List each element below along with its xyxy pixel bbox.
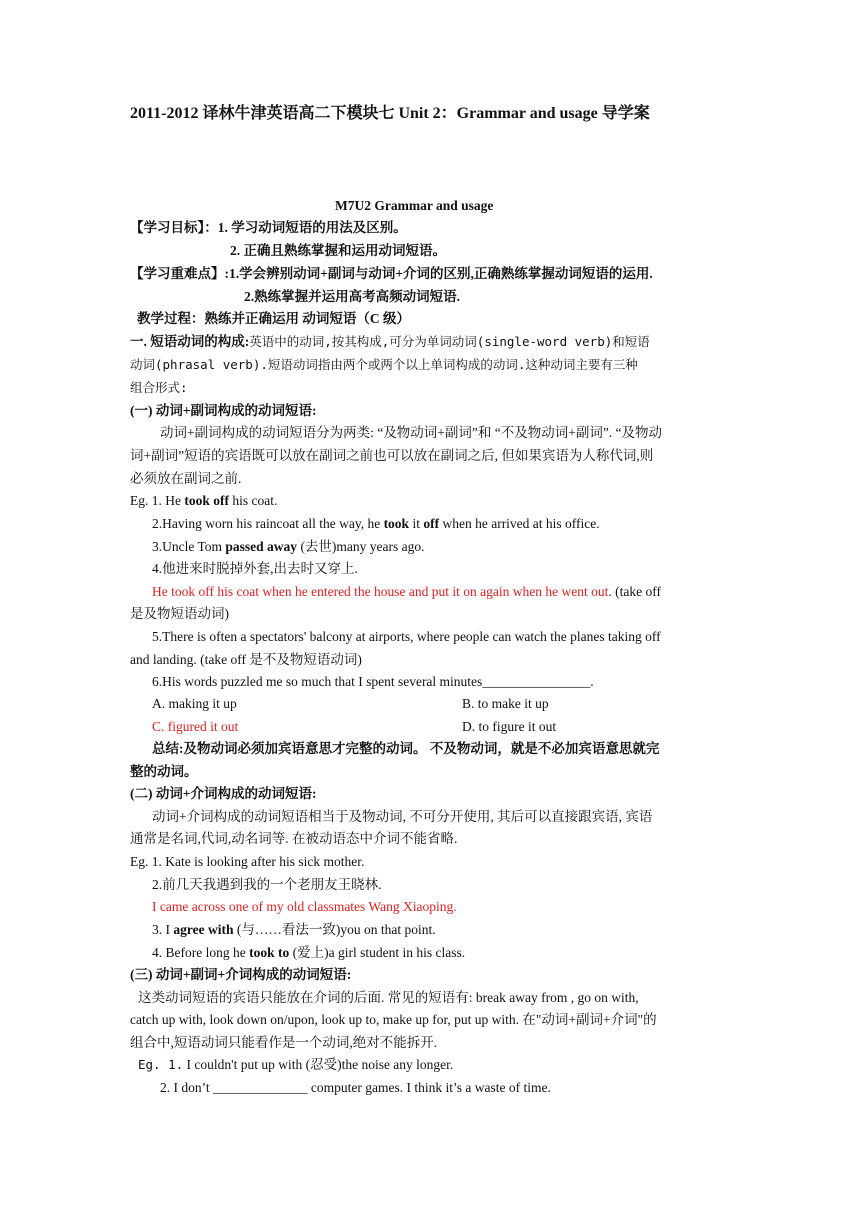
part2-example-4 xyxy=(152,943,465,963)
focus-item-2: 2.熟练掌握并运用高考高频动词短语. xyxy=(244,289,460,304)
part1-example-6: 6.His words puzzled me so much that I spent several minutes________________. xyxy=(152,674,594,689)
part1-example-5-line-2: and landing. (take off 是不及物短语动词) xyxy=(130,652,362,667)
option-a: A. making it up xyxy=(152,696,237,711)
part2-example-2-answer: I came across one of my old classmates Wang Xiaoping. xyxy=(152,899,457,914)
phrase-highlight: took to xyxy=(249,945,290,960)
section1-heading: 一. 短语动词的构成: xyxy=(130,334,250,349)
example-text: when he arrived at his office. xyxy=(439,516,600,531)
part1-example-2 xyxy=(152,514,600,534)
example-text: I couldn't put up with (忍受)the noise any longer. xyxy=(186,1057,454,1072)
option-b: B. to make it up xyxy=(462,696,549,711)
phrase-highlight: agree with xyxy=(173,922,234,937)
goals-line-1 xyxy=(130,218,407,238)
focus-label: 【学习重难点】: xyxy=(130,266,229,281)
part1-example-1 xyxy=(130,491,277,511)
example-text: 4. Before long he xyxy=(152,945,250,960)
phrase-highlight: off xyxy=(423,516,440,531)
example-text: (与……看法一致)you on that point. xyxy=(233,922,436,937)
phrase-highlight: passed away xyxy=(225,539,298,554)
part1-heading: (一) 动词+副词构成的动词短语: xyxy=(130,403,317,418)
example-text: Eg. 1. He xyxy=(130,493,185,508)
goals-item-1: 1. 学习动词短语的用法及区别。 xyxy=(217,220,407,235)
part1-example-5-line-1: 5.There is often a spectators' balcony at airports, where people can watch the planes taking off xyxy=(152,629,661,644)
example-text: 3.Uncle Tom xyxy=(152,539,226,554)
summary-line-2: 整的动词。 xyxy=(130,764,198,779)
part3-example-1 xyxy=(138,1055,453,1075)
part2-example-2: 2.前几天我遇到我的一个老朋友王晓林. xyxy=(152,877,382,892)
document-title: 2011-2012 译林牛津英语高二下模块七 Unit 2：Grammar and usage 导学案 xyxy=(130,105,650,122)
example-text: (去世)many years ago. xyxy=(297,539,425,554)
focus-line-1 xyxy=(130,264,653,284)
part3-example-2: 2. I don’t ______________ computer games. I think it’s a waste of time. xyxy=(160,1080,551,1095)
part3-heading: (三) 动词+副词+介词构成的动词短语: xyxy=(130,967,352,982)
part2-example-1: Eg. 1. Kate is looking after his sick mother. xyxy=(130,854,365,869)
part3-para-1: 这类动词短语的宾语只能放在介词的后面. 常见的短语有: break away from , go on with, xyxy=(138,990,639,1005)
part2-para-1: 动词+介词构成的动词短语相当于及物动词, 不可分开使用, 其后可以直接跟宾语, 宾语 xyxy=(152,809,653,824)
option-c: C. figured it out xyxy=(152,719,239,734)
section1-text-3: 组合形式: xyxy=(130,380,188,395)
section1-text-2: 动词(phrasal verb).短语动词指由两个或两个以上单词构成的动词.这种动词主要有三种 xyxy=(130,357,638,372)
section1-line-1 xyxy=(130,332,650,352)
part1-example-3 xyxy=(152,537,425,557)
note-text: . (take off xyxy=(608,584,661,599)
teaching-process: 教学过程：熟练并正确运用 动词短语（C 级） xyxy=(137,311,410,326)
goals-item-2: 2. 正确且熟练掌握和运用动词短语。 xyxy=(230,243,446,258)
part1-example-4: 4.他进来时脱掉外套,出去时又穿上. xyxy=(152,561,358,576)
example-text: 3. I xyxy=(152,922,174,937)
part1-example-4-answer xyxy=(152,582,661,602)
example-text: it xyxy=(409,516,424,531)
phrase-highlight: took xyxy=(383,516,410,531)
example-text: (爱上)a girl student in his class. xyxy=(289,945,466,960)
goals-label: 【学习目标】： xyxy=(130,220,218,235)
section1-text-1: 英语中的动词,按其构成,可分为单词动词(single-word verb)和短语 xyxy=(249,334,650,349)
part3-para-3: 组合中,短语动词只能看作是一个动词,绝对不能拆开. xyxy=(130,1035,438,1050)
example-text: his coat. xyxy=(229,493,278,508)
part2-para-2: 通常是名词,代词,动名词等. 在被动语态中介词不能省略. xyxy=(130,831,458,846)
lesson-subtitle: M7U2 Grammar and usage xyxy=(335,198,494,213)
part1-para-2: 词+副词”短语的宾语既可以放在副词之前也可以放在副词之后, 但如果宾语为人称代词,则 xyxy=(130,448,654,463)
summary-line-1: 总结:及物动词必须加宾语意思才完整的动词。 不及物动词，就是不必加宾语意思就完 xyxy=(152,741,660,756)
option-d: D. to figure it out xyxy=(462,719,557,734)
example-text: 2.Having worn his raincoat all the way, he xyxy=(152,516,384,531)
part3-para-2: catch up with, look down on/upon, look up to, make up for, put up with. 在"动词+副词+介词"的 xyxy=(130,1012,657,1027)
part1-para-3: 必须放在副词之前. xyxy=(130,471,242,486)
part1-para-1: 动词+副词构成的动词短语分为两类: “及物动词+副词”和 “不及物动词+副词”. “及物动 xyxy=(160,425,663,440)
part2-heading: (二) 动词+介词构成的动词短语: xyxy=(130,786,317,801)
part2-example-3 xyxy=(152,920,436,940)
answer-text: He took off his coat when he entered the house and put it on again when he went out xyxy=(152,584,609,599)
focus-item-1: 1.学会辨别动词+副词与动词+介词的区别,正确熟练掌握动词短语的运用. xyxy=(229,266,653,281)
example-label: Eg. 1. xyxy=(138,1057,184,1072)
phrase-highlight: took off xyxy=(184,493,229,508)
part1-example-4-note: 是及物短语动词) xyxy=(130,606,229,621)
